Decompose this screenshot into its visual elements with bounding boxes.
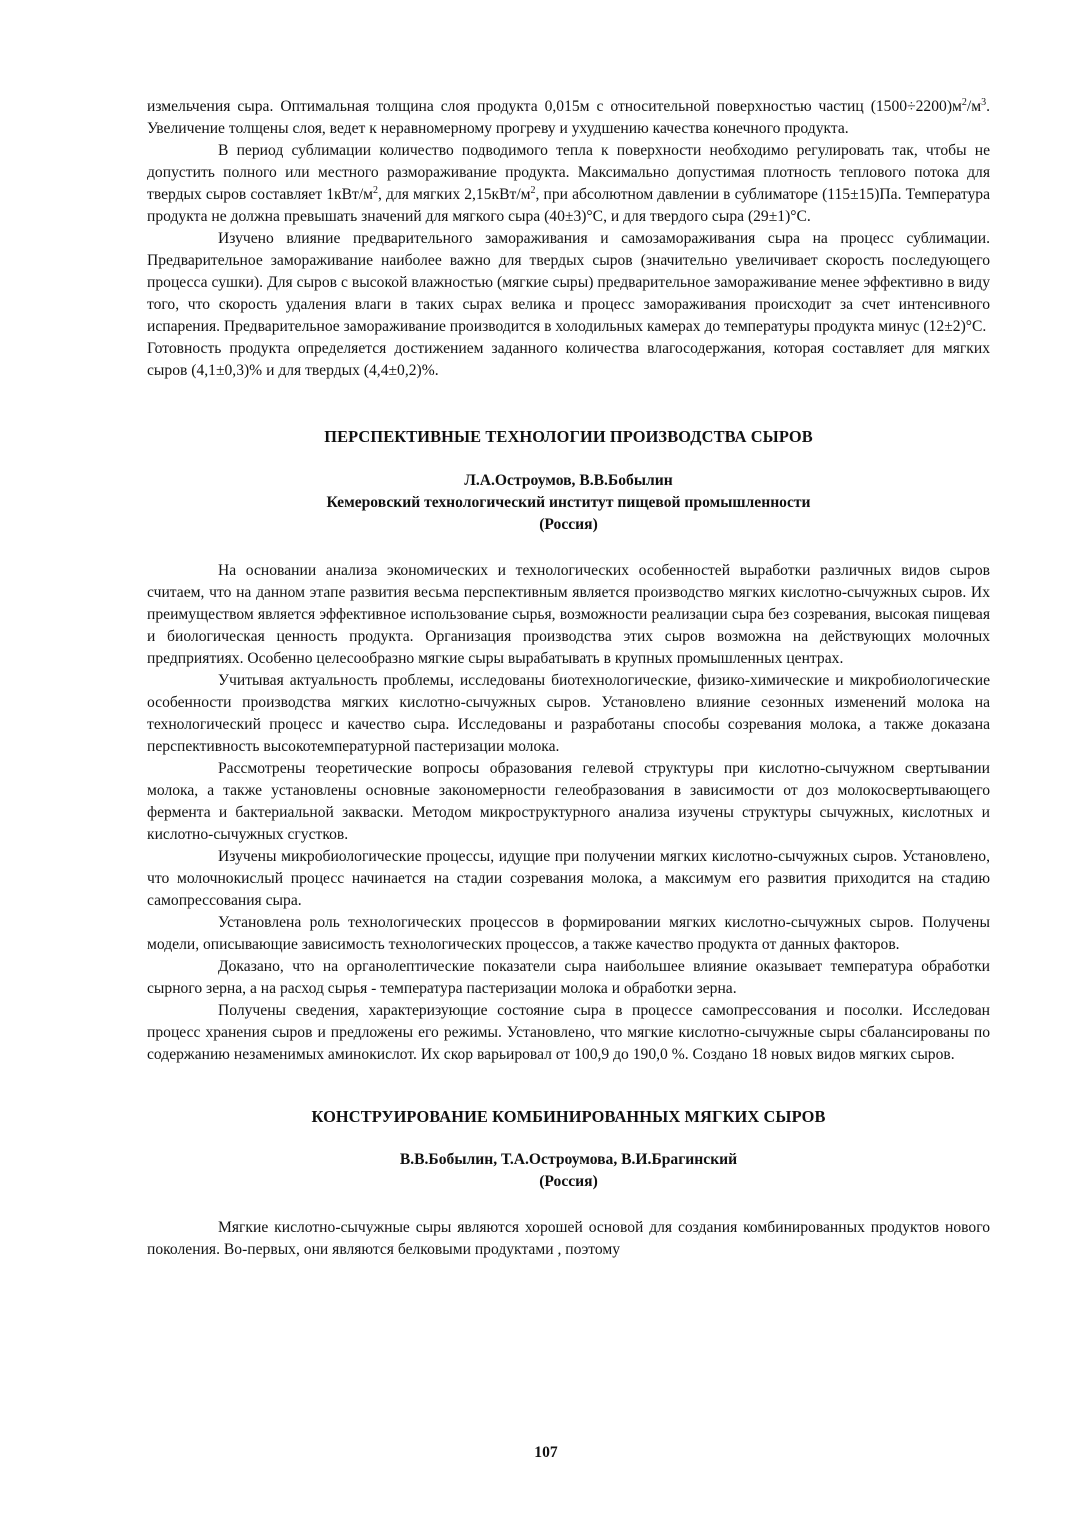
- section-2-country: (Россия): [539, 1173, 598, 1190]
- section-1-paragraph: Доказано, что на органолептические показатели сыра наибольшее влияние оказывает температура обработки сырного зерна, а на расход сырья - температура пастеризации молока и обработки зерна.: [147, 958, 990, 997]
- section-1-country: (Россия): [539, 516, 598, 533]
- document-page: [147, 96, 990, 1261]
- page-number: 107: [534, 1444, 558, 1461]
- section-1-paragraph: Рассмотрены теоретические вопросы образования гелевой структуры при кислотно-сычужном свертывании молока, а также установлены основные закономерности гелеобразования в зависимости от доз молокосвертывающего фермента и бактериальной закваски. Методом микроструктурного анализа изучены структуры сычужных, кислотных и кислотно-сычужных сгустков.: [147, 760, 990, 843]
- section-1-paragraph: Установлена роль технологических процессов в формировании мягких кислотно-сычужных сыров. Получены модели, описывающие зависимость технологических процессов, а также качество продукта от данных факторов.: [147, 914, 990, 953]
- section-2-body: [147, 1217, 990, 1261]
- section-2-title: КОНСТРУИРОВАНИЕ КОМБИНИРОВАННЫХ МЯГКИХ СЫРОВ: [311, 1107, 826, 1126]
- intro-paragraph-2: В период сублимации количество подводимого тепла к поверхности необходимо регулировать так, чтобы не допустить полного или местного размораживание продукта. Максимально допустимая плотность теплового потока для твердых сыров составляет $1кВт/м^2$, для мягких $2,15кВт/м^2$, при абсолютном давлении в сублиматоре (115±15)Па. Температура продукта не должна превышать значений для мягкого сыра (40±3)°С, и для твердого сыра (29±1)°С.: [147, 142, 991, 225]
- section-1-paragraph: Получены сведения, характеризующие состояние сыра в процессе самопрессования и посолки. Исследован процесс хранения сыров и предложены его режимы. Установлено, что мягкие кислотно-сычужные сыры сбалансированы по содержанию незаменимых аминокислот. Их скор варьировал от 100,9 до 190,0 %. Создано 18 новых видов мягких сыров.: [147, 1002, 990, 1063]
- section-1-title: ПЕРСПЕКТИВНЫЕ ТЕХНОЛОГИИ ПРОИЗВОДСТВА СЫРОВ: [324, 427, 813, 446]
- section-2-authors: В.В.Бобылин, Т.А.Остроумова, В.И.Брагинский: [399, 1151, 738, 1168]
- section-1-paragraph: Учитывая актуальность проблемы, исследованы биотехнологические, физико-химические и микробиологические особенности производства мягких кислотно-сычужных сыров. Установлено влияние сезонных изменений молока на технологический процесс и качество сыра. Исследованы и разработаны способы созревания молока, а также доказана перспективность высокотемпературной пастеризации молока.: [147, 672, 990, 755]
- section-1-paragraph: На основании анализа экономических и технологических особенностей выработки различных видов сыров считаем, что на данном этапе развития весьма перспективным является производство мягких кислотно-сычужных сыров. Их преимуществом является эффективное использование сырья, возможности реализации сыра без созревания, высокая пищевая и биологическая ценность продукта. Организация производства этих сыров возможна на действующих молочных предприятиях. Особенно целесообразно мягкие сыры вырабатывать в крупных промышленных центрах.: [147, 562, 990, 667]
- section-1-paragraph: Изучены микробиологические процессы, идущие при получении мягких кислотно-сычужных сыров. Установлено, что молочнокислый процесс начинается на стадии созревания молока, а максимум его развития приходится на стадию самопрессования сыра.: [147, 848, 990, 909]
- intro-paragraph-1: измельчения сыра. Оптимальная толщина слоя продукта 0,015м с относительной поверхностью частиц $(1500\div 2200)м^2/м^3$. Увеличение толщены слоя, ведет к неравномерному прогреву и ухудшению качества конечного продукта.: [147, 96, 990, 137]
- intro-paragraph-3: Изучено влияние предварительного замораживания и самозамораживания сыра на процесс сублимации. Предварительное замораживание наиболее важно для твердых сыров (значительно увеличивает скорость последующего процесса сушки). Для сыров с высокой влажностью (мягкие сыры) предварительное замораживание менее эффективно в виду того, что скорость удаления влаги в таких сырах велика и процесс замораживания происходит за счет интенсивного испарения. Предварительное замораживание производится в холодильных камерах до температуры продукта минус (12±2)°С.: [147, 230, 990, 335]
- section-1-body: [147, 560, 990, 1066]
- intro-paragraph-4: Готовность продукта определяется достижением заданного количества влагосодержания, которая составляет для мягких сыров (4,1±0,3)% и для твердых (4,4±0,2)%.: [147, 340, 990, 379]
- section-1-authors: Л.А.Остроумов, В.В.Бобылин: [464, 472, 673, 489]
- section-1-institution: Кемеровский технологический институт пищевой промышленности: [326, 494, 811, 511]
- section-2-paragraph: Мягкие кислотно-сычужные сыры являются хорошей основой для создания комбинированных продуктов нового поколения. Во-первых, они являются белковыми продуктами , поэтому: [147, 1219, 990, 1258]
